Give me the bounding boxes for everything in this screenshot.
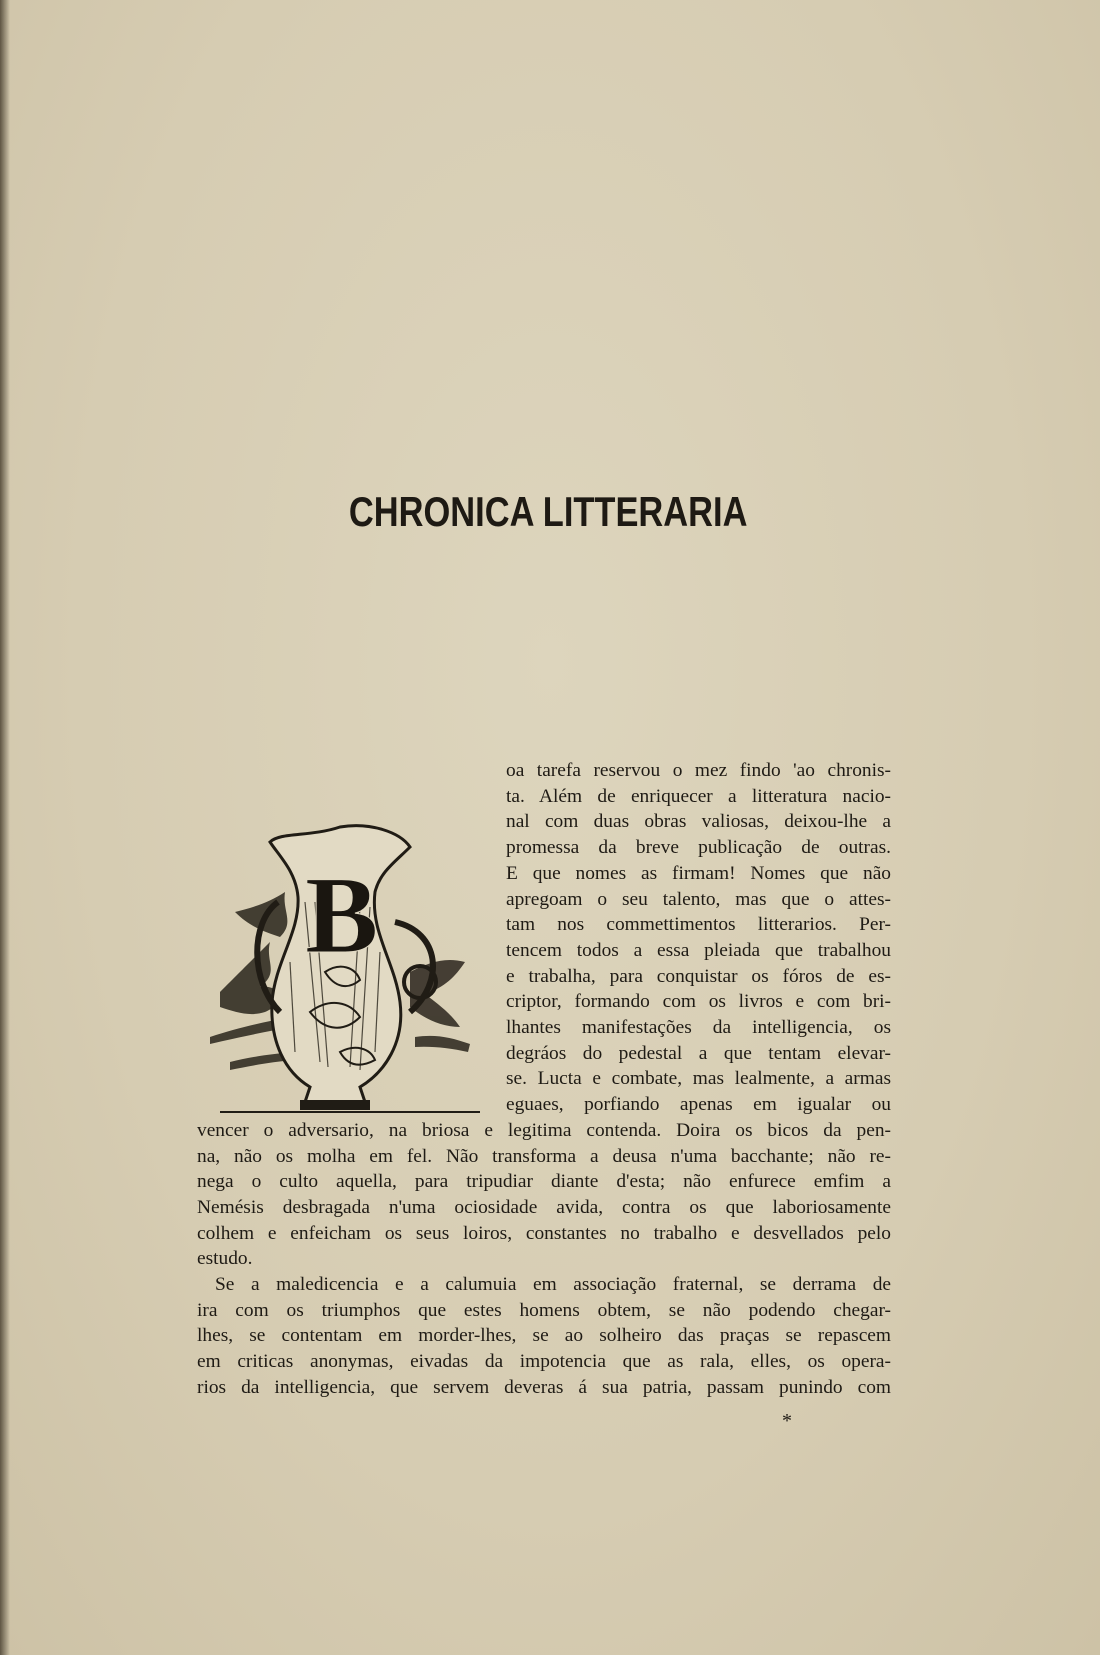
text-line: lhes, se contentam em morder-lhes, se ao solheiro das praças se repascem (197, 1325, 891, 1347)
signature-mark: * (782, 1410, 792, 1432)
text-line: oa tarefa reservou o mez findo 'ao chronis- (506, 760, 891, 781)
text-line: tam nos commettimentos litterarios. Per- (506, 914, 891, 936)
text-line: e trabalha, para conquistar os fóros de es- (506, 965, 891, 987)
page-title: CHRONICA LITTERARIA (348, 488, 748, 535)
text-line: nal com duas obras valiosas, deixou-lhe a (506, 811, 891, 833)
page-gutter-shadow (0, 0, 10, 1655)
paragraph-2 (197, 1272, 891, 1401)
article-body (197, 758, 891, 1401)
text-line: vencer o adversario, na briosa e legitima contenda. Doira os bicos da pen- (197, 1119, 891, 1141)
text-line: eguaes, porfiando apenas em igualar ou (506, 1094, 891, 1116)
text-line: nega o culto aquella, para tripudiar diante d'esta; não enfurece emfim a (197, 1171, 891, 1193)
text-line: ta. Além de enriquecer a litteratura nacio- (506, 785, 891, 807)
text-line: tencem todos a essa pleiada que trabalhou (506, 939, 891, 961)
paragraph-1 (197, 758, 891, 1272)
text-line: rios da intelligencia, que servem deveras á sua patria, passam punindo com (197, 1376, 891, 1398)
text-line: Nemésis desbragada n'uma ociosidade avida, contra os que laboriosamente (197, 1196, 891, 1218)
text-line: apregoam o seu talento, mas que o attes- (506, 888, 891, 910)
text-line: degráos do pedestal a que tentam elevar- (506, 1042, 891, 1064)
text-line: Se a maledicencia e a calumuia em associação fraternal, se derrama de (215, 1274, 891, 1296)
text-line: ira com os triumphos que estes homens obtem, se não podendo chegar- (197, 1299, 891, 1321)
text-line: na, não os molha em fel. Não transforma a deusa n'uma bacchante; não re- (197, 1145, 891, 1167)
text-line: em criticas anonymas, eivadas da impotencia que as rala, elles, os opera- (197, 1351, 891, 1373)
text-line: se. Lucta e combate, mas lealmente, a armas (506, 1068, 891, 1090)
text-line: estudo. (197, 1248, 253, 1270)
text-line: E que nomes as firmam! Nomes que não (506, 862, 891, 884)
text-line: criptor, formando com os livros e com bri- (506, 991, 891, 1013)
drop-cap-letter: B (305, 854, 379, 976)
text-line: promessa da breve publicação de outras. (506, 837, 891, 859)
text-line: colhem e enfeicham os seus loiros, constantes no trabalho e desvellados pelo (197, 1222, 891, 1244)
text-line: lhantes manifestações da intelligencia, os (506, 1017, 891, 1039)
